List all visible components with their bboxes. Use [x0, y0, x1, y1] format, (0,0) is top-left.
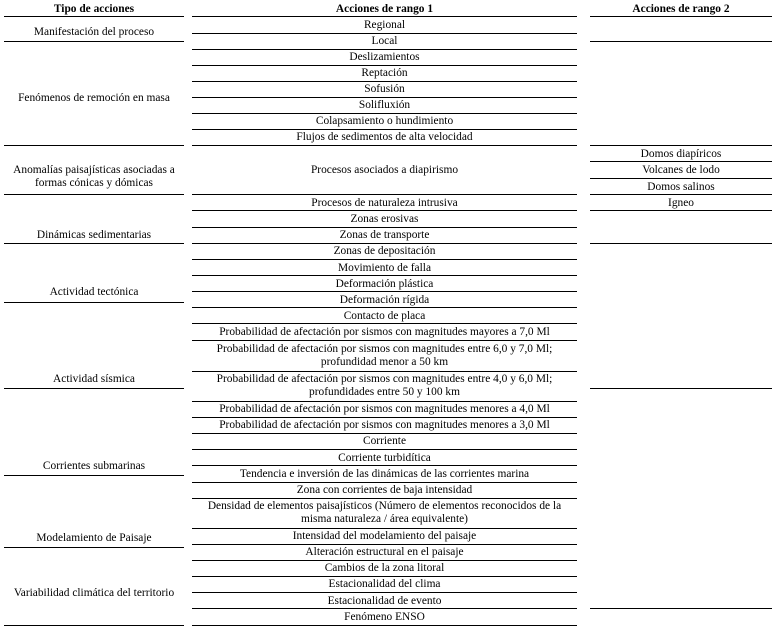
group-corrientes-submarinas: Corrientes submarinas — [42, 460, 146, 472]
rango1-item: Tendencia e inversión de las dinámicas de las corrientes marina — [239, 468, 530, 480]
table-rule — [192, 498, 577, 499]
rango1-item: Estacionalidad de evento — [327, 595, 442, 607]
header-tipo-de-acciones: Tipo de acciones — [53, 3, 135, 15]
table-rule — [192, 482, 577, 483]
table-rule — [192, 323, 577, 324]
table-rule — [590, 608, 772, 609]
table-rule — [590, 210, 772, 211]
table-rule — [192, 275, 577, 276]
rango1-item: Regional — [363, 19, 406, 31]
rango2-item: Domos diapíricos — [640, 148, 722, 160]
table-rule — [192, 227, 577, 228]
group-actividad-sismica: Actividad sísmica — [53, 373, 135, 385]
rango1-item: Zonas de depositación — [333, 245, 436, 257]
table-rule — [590, 16, 772, 17]
rango1-item: Zonas erosivas — [350, 213, 419, 225]
rango1-item: Zona con corrientes de baja intensidad — [296, 484, 473, 496]
table-rule — [192, 401, 577, 402]
table-rule — [192, 307, 577, 308]
table-rule — [192, 259, 577, 260]
rango1-item: Movimiento de falla — [338, 262, 431, 274]
rango1-item: Reptación — [361, 67, 408, 79]
table-rule — [590, 145, 772, 146]
rango1-item: Densidad de elementos paisajísticos (Número de elementos reconocidos de la misma naturaleza / área equivalente) — [207, 500, 562, 525]
rango1-item: Cambios de la zona litoral — [324, 562, 445, 574]
group-manifestacion-del-proceso: Manifestación del proceso — [33, 26, 155, 38]
table-rule — [4, 145, 184, 146]
rango1-item: Fenómeno ENSO — [344, 611, 425, 623]
table-rule — [192, 608, 577, 609]
table-rule — [4, 41, 184, 42]
table-rule — [590, 194, 772, 195]
table-rule — [192, 544, 577, 545]
table-rule — [192, 371, 577, 372]
table-rule — [590, 243, 772, 244]
table-rule — [192, 210, 577, 211]
rango1-item: Intensidad del modelamiento del paisaje — [292, 530, 477, 542]
table-rule — [590, 41, 772, 42]
table-rule — [192, 97, 577, 98]
table-rule — [590, 178, 772, 179]
group-fenomenos-remocion-en-masa: Fenómenos de remoción en masa — [18, 92, 170, 104]
rango1-item: Alteración estructural en el paisaje — [305, 546, 464, 558]
rango1-item: Sofusión — [364, 83, 405, 95]
table-rule — [4, 625, 184, 626]
table-rule — [4, 388, 184, 389]
table-rule — [4, 243, 184, 244]
table-rule — [192, 113, 577, 114]
rango2-item: Igneo — [668, 197, 694, 209]
rango1-item: Probabilidad de afectación por sismos con magnitudes mayores a 7,0 Ml — [219, 326, 550, 338]
table-rule — [192, 243, 577, 244]
table-rule — [4, 16, 184, 17]
table-rule — [4, 302, 184, 303]
table-rule — [192, 592, 577, 593]
group-variabilidad-climatica: Variabilidad climática del territorio — [13, 587, 175, 599]
rango1-item: Corriente turbidítica — [338, 452, 431, 464]
rango1-item: Solifluxión — [358, 99, 411, 111]
rango1-item: Estacionalidad del clima — [328, 578, 441, 590]
rango1-item: Procesos asociados a diapirismo — [310, 164, 459, 176]
rango1-item: Local — [371, 35, 398, 47]
table-rule — [192, 33, 577, 34]
rango1-item: Corriente — [362, 435, 406, 447]
rango1-item: Contacto de placa — [343, 310, 426, 322]
table-rule — [4, 194, 184, 195]
group-dinamicas-sedimentarias: Dinámicas sedimentarias — [36, 229, 152, 241]
table-rule — [192, 528, 577, 529]
group-actividad-tectonica: Actividad tectónica — [49, 286, 139, 298]
group-anomalias-paisajisticas: Anomalías paisajísticas asociadas a formas cónicas y dómicas — [13, 164, 175, 189]
rango1-item: Colapsamiento o hundimiento — [315, 115, 454, 127]
table-rule — [192, 81, 577, 82]
header-acciones-rango-1: Acciones de rango 1 — [335, 3, 434, 15]
rango1-item: Deformación plástica — [335, 278, 434, 290]
rango2-item: Volcanes de lodo — [642, 164, 720, 176]
table-rule — [192, 576, 577, 577]
rango1-item: Deformación rígida — [339, 294, 430, 306]
table-rule — [192, 449, 577, 450]
table-rule — [192, 16, 577, 17]
group-modelamiento-de-paisaje: Modelamiento de Paisaje — [36, 532, 152, 544]
rango1-item: Probabilidad de afectación por sismos con magnitudes menores a 4,0 Ml — [219, 403, 550, 415]
table-rule — [192, 417, 577, 418]
rango1-item: Deslizamientos — [349, 51, 420, 63]
table-rule — [192, 625, 577, 626]
table-rule — [590, 388, 772, 389]
table-rule — [4, 475, 184, 476]
table-rule — [192, 65, 577, 66]
table-rule — [192, 433, 577, 434]
table-rule — [590, 161, 772, 162]
table-rule — [192, 49, 577, 50]
table-rule — [4, 547, 184, 548]
rango2-item: Domos salinos — [647, 181, 715, 193]
table-rule — [192, 145, 577, 146]
table-rule — [192, 291, 577, 292]
table-rule — [192, 194, 577, 195]
table-rule — [192, 560, 577, 561]
rango1-item: Probabilidad de afectación por sismos con magnitudes entre 6,0 y 7,0 Ml; profundidad menor a 50 km — [216, 343, 553, 368]
table-rule — [192, 340, 577, 341]
rango1-item: Procesos de naturaleza intrusiva — [311, 197, 458, 209]
table-rule — [192, 129, 577, 130]
header-acciones-rango-2: Acciones de rango 2 — [632, 3, 730, 15]
rango1-item: Flujos de sedimentos de alta velocidad — [296, 131, 473, 143]
rango1-item: Probabilidad de afectación por sismos con magnitudes menores a 3,0 Ml — [219, 419, 550, 431]
rango1-item: Zonas de transporte — [339, 229, 430, 241]
table-rule — [192, 465, 577, 466]
rango1-item: Probabilidad de afectación por sismos con magnitudes entre 4,0 y 6,0 Ml; profundidades entre 50 y 100 km — [216, 373, 553, 398]
